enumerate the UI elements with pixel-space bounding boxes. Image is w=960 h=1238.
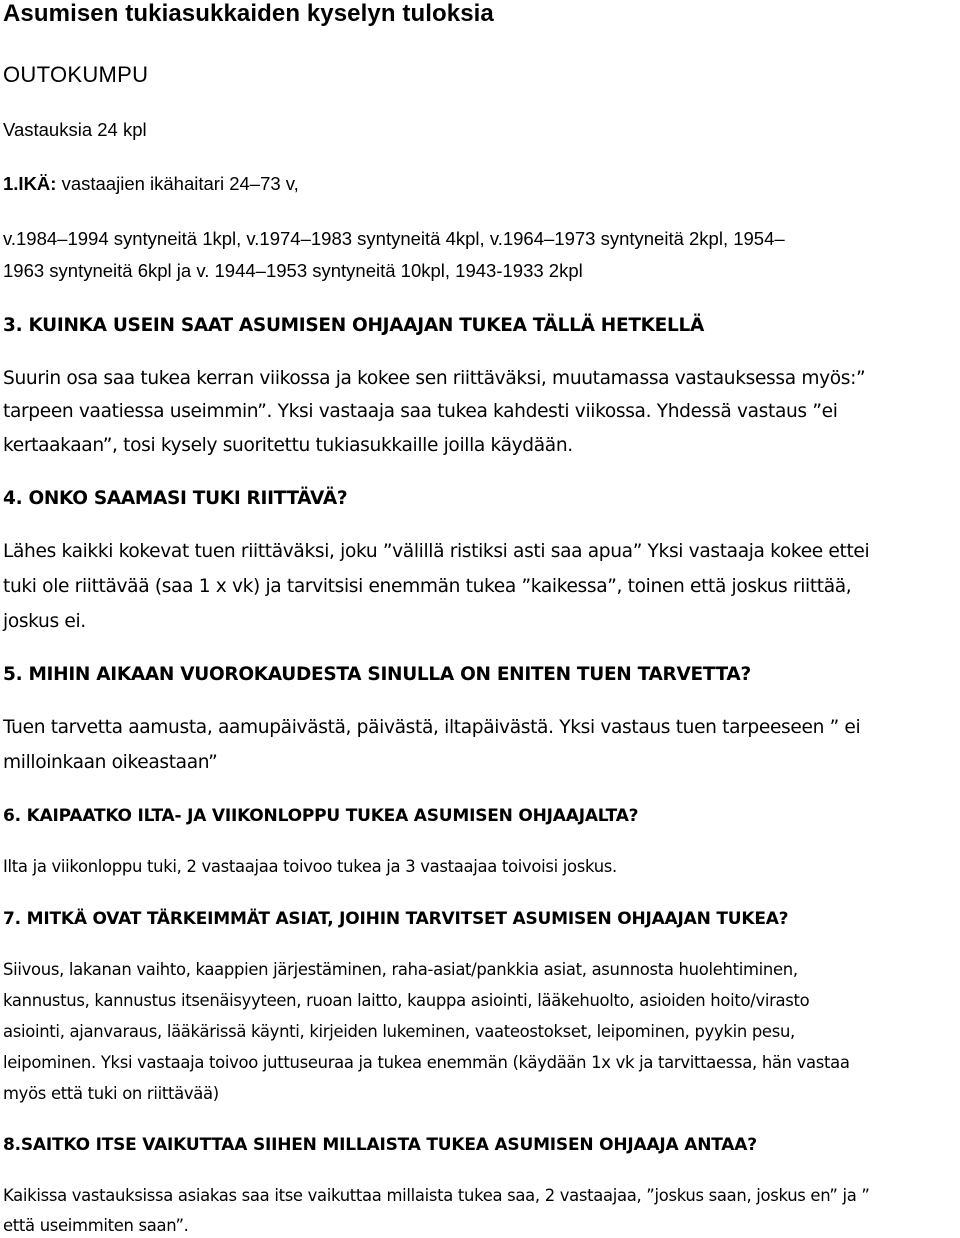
q4-answer-line-2: tuki ole riittävää (saa 1 x vk) ja tarvitsisi enemmän tukea ”kaikessa”, toinen että joskus riittää, xyxy=(3,576,852,597)
q3-answer-line-2: tarpeen vaatiessa useimmin”. Yksi vastaaja saa tukea kahdesti viikossa. Yhdessä vastaus ”ei xyxy=(3,401,838,422)
q7-answer-line-2: kannustus, kannustus itsenäisyyteen, ruoan laitto, kauppa asiointi, lääkehuolto, asioiden hoito/virasto xyxy=(3,991,810,1010)
q4-answer-line-3: joskus ei. xyxy=(3,611,86,632)
q5-answer-line-1: Tuen tarvetta aamusta, aamupäivästä, päivästä, iltapäivästä. Yksi vastaus tuen tarpeeseen ” ei xyxy=(3,717,861,738)
q1-text: vastaajien ikähaitari 24–73 v, xyxy=(56,173,299,194)
q8-heading: 8.SAITKO ITSE VAIKUTTAA SIIHEN MILLAISTA TUKEA ASUMISEN OHJAAJA ANTAA? xyxy=(3,1135,757,1155)
response-count: Vastauksia 24 kpl xyxy=(3,119,147,140)
city-heading: OUTOKUMPU xyxy=(3,62,149,87)
q4-heading: 4. ONKO SAAMASI TUKI RIITTÄVÄ? xyxy=(3,488,348,509)
document-title: Asumisen tukiasukkaiden kyselyn tuloksia xyxy=(3,0,494,27)
q5-answer-line-2: milloinkaan oikeastaan” xyxy=(3,752,218,773)
q1-label: 1.IKÄ: xyxy=(3,173,57,194)
q3-answer-line-3: kertaakaan”, tosi kysely suoritettu tukiasukkaille joilla käydään. xyxy=(3,435,573,456)
q3-answer-line-1: Suurin osa saa tukea kerran viikossa ja kokee sen riittäväksi, muutamassa vastauksessa myös:” xyxy=(3,368,866,389)
q7-answer-line-4: leipominen. Yksi vastaaja toivoo juttuseuraa ja tukea enemmän (käydään 1x vk ja tarvittaessa, hän vastaa xyxy=(3,1053,850,1072)
q7-heading: 7. MITKÄ OVAT TÄRKEIMMÄT ASIAT, JOIHIN TARVITSET ASUMISEN OHJAAJAN TUKEA? xyxy=(3,909,789,929)
q8-answer-line-2: että useimmiten saan”. xyxy=(3,1216,189,1235)
q5-heading: 5. MIHIN AIKAAN VUOROKAUDESTA SINULLA ON ENITEN TUEN TARVETTA? xyxy=(3,664,751,685)
q4-answer-line-1: Lähes kaikki kokevat tuen riittäväksi, joku ”välillä ristiksi asti saa apua” Yksi vastaaja kokee ettei xyxy=(3,541,870,562)
q7-answer-line-3: asiointi, ajanvaraus, lääkärissä käynti, kirjeiden lukeminen, vaateostokset, leipominen, pyykin pesu, xyxy=(3,1022,795,1041)
birth-years-line-1: v.1984–1994 syntyneitä 1kpl, v.1974–1983 syntyneitä 4kpl, v.1964–1973 syntyneitä 2kpl, 1954– xyxy=(3,228,785,249)
q8-answer-line-1: Kaikissa vastauksissa asiakas saa itse vaikuttaa millaista tukea saa, 2 vastaajaa, ”joskus saan, joskus en” ja ” xyxy=(3,1186,870,1205)
birth-years-line-2: 1963 syntyneitä 6kpl ja v. 1944–1953 syntyneitä 10kpl, 1943-1933 2kpl xyxy=(3,260,583,281)
q6-heading: 6. KAIPAATKO ILTA- JA VIIKONLOPPU TUKEA ASUMISEN OHJAAJALTA? xyxy=(3,806,639,826)
q6-answer-line-1: Ilta ja viikonloppu tuki, 2 vastaajaa toivoo tukea ja 3 vastaajaa toivoisi joskus. xyxy=(3,857,617,876)
q7-answer-line-1: Siivous, lakanan vaihto, kaappien järjestäminen, raha-asiat/pankkia asiat, asunnosta huolehtiminen, xyxy=(3,960,798,979)
q1-age-range xyxy=(3,173,299,195)
q7-answer-line-5: myös että tuki on riittävää) xyxy=(3,1084,219,1103)
q3-heading: 3. KUINKA USEIN SAAT ASUMISEN OHJAAJAN TUKEA TÄLLÄ HETKELLÄ xyxy=(3,315,705,336)
